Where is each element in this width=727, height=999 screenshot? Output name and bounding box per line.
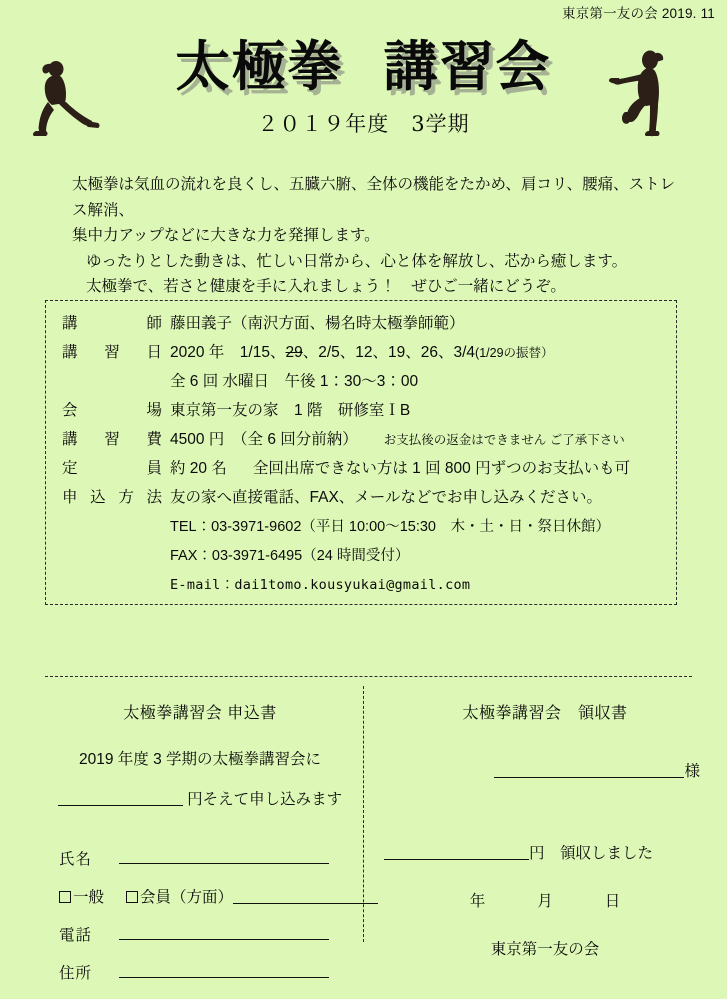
- member-area-input[interactable]: [233, 888, 378, 905]
- capacity-label: 定員: [62, 460, 162, 477]
- application-membership-row: [45, 885, 355, 907]
- receipt-month-label: 月: [537, 893, 553, 910]
- instructor-value: 藤田義子（南沢方面、楊名時太極拳師範）: [170, 315, 465, 332]
- receipt-issuer: 東京第一友の会: [490, 941, 600, 958]
- dates-cancelled: 29: [285, 344, 303, 361]
- detail-row-fax: [62, 543, 670, 569]
- organization-date-line: 東京第一友の会 2019. 11: [562, 6, 715, 21]
- email-value: [170, 573, 670, 598]
- name-label: 氏名: [59, 851, 93, 868]
- detail-row-capacity: [62, 456, 670, 482]
- member-checkbox[interactable]: [126, 891, 138, 903]
- fee-value: [170, 427, 670, 453]
- title-part-1: 太極拳: [175, 34, 344, 98]
- receipt-name-input[interactable]: [494, 762, 684, 779]
- dates-prefix: 2020 年 1/15、: [170, 344, 286, 361]
- receipt-form-title: 太極拳講習会 領収書: [462, 705, 628, 722]
- capacity-amount: 約 20 名: [170, 460, 227, 477]
- telephone-value: TEL：03-3971-9602（平日 10:00～15:30 木・土・日・祭日休館）: [170, 519, 610, 535]
- phone-input[interactable]: [119, 924, 329, 941]
- receipt-form: [380, 700, 710, 975]
- venue-value: 東京第一友の家 1 階 研修室ＩB: [170, 402, 411, 419]
- title-part-2: 講習会: [383, 34, 552, 98]
- detail-row-fee: [62, 427, 670, 453]
- address-input[interactable]: [119, 962, 329, 979]
- receipt-amount-row: [380, 841, 710, 863]
- application-address-row: [45, 961, 355, 983]
- dates-value: [170, 340, 670, 366]
- phone-label: 電話: [59, 927, 93, 944]
- detail-row-apply: [62, 485, 670, 511]
- apply-label: 申込方法: [62, 489, 162, 506]
- course-details-box: [45, 300, 677, 605]
- apply-value: 友の家へ直接電話、FAX、メールなどでお申し込みください。: [170, 489, 602, 506]
- receipt-day-label: 日: [604, 893, 621, 910]
- dates-makeup-note: (1/29の振替）: [475, 346, 554, 360]
- application-form-line-1: 2019 年度 3 学期の太極拳講習会に: [78, 751, 322, 768]
- receipt-honorific: 様: [684, 763, 700, 780]
- dates-schedule-value: 全 6 回 水曜日 午後 1：30～3：00: [170, 373, 419, 390]
- detail-row-dates: [62, 340, 670, 366]
- receipt-name-row: [380, 759, 700, 781]
- intro-line-3: ゆったりとした動きは、忙しい日常から、心と体を解放し、芯から癒します。: [86, 252, 628, 270]
- general-label: 一般: [73, 889, 105, 906]
- detail-row-dates-line2: [62, 369, 670, 395]
- application-phone-row: [45, 923, 355, 945]
- general-checkbox[interactable]: [59, 891, 71, 903]
- fee-refund-note: お支払後の返金はできません ご了承下さい: [383, 433, 625, 447]
- intro-line-2: 集中力アップなどに大きな力を発揮します。: [72, 227, 380, 244]
- instructor-label: 講師: [62, 315, 162, 332]
- subtitle-term: ２０１９年度 3学期: [257, 112, 470, 136]
- dates-mid: 、2/5、12、19、26、3/4: [302, 344, 476, 361]
- venue-label: 会場: [62, 402, 162, 419]
- application-amount-input[interactable]: [58, 790, 183, 807]
- detail-row-instructor: [62, 311, 670, 337]
- detail-row-venue: [62, 398, 670, 424]
- intro-paragraph: [72, 172, 682, 300]
- address-label: 住所: [59, 965, 93, 982]
- application-form-amount-line: [45, 785, 355, 815]
- fee-label: 講習費: [62, 431, 162, 448]
- receipt-date-row: [380, 889, 710, 911]
- receipt-amount-input[interactable]: [384, 844, 529, 861]
- horizontal-cut-line: [45, 676, 692, 677]
- member-label: 会員（方面）: [140, 889, 234, 906]
- name-input[interactable]: [119, 848, 329, 865]
- application-name-row: [45, 847, 355, 869]
- application-amount-suffix: 円そえて申し込みます: [187, 791, 343, 808]
- application-form-title: 太極拳講習会 申込書: [123, 705, 277, 722]
- application-form: [45, 700, 355, 999]
- fax-value: FAX：03-3971-6495（24 時間受付）: [170, 548, 410, 564]
- detail-row-tel: [62, 514, 670, 540]
- capacity-value: [170, 456, 670, 481]
- intro-line-4: 太極拳で、若さと健康を手に入れましょう！ ぜひご一緒にどうぞ。: [86, 278, 566, 295]
- email-address: dai1tomo.kousyukai@gmail.com: [234, 577, 471, 593]
- receipt-amount-suffix: 円 領収しました: [529, 845, 654, 862]
- course-details-list: [62, 311, 670, 601]
- intro-line-1: 太極拳は気血の流れを良くし、五臓六腑、全体の機能をたかめ、肩コリ、腰痛、ストレス解消、: [72, 176, 676, 219]
- capacity-partial-note: 全回出席できない方は 1 回 800 円ずつのお支払いも可: [252, 460, 631, 477]
- fee-amount: 4500 円 （全 6 回分前納）: [170, 431, 358, 448]
- receipt-year-label: 年: [469, 893, 486, 910]
- email-label: E-mail：: [170, 577, 235, 593]
- dates-label: 講習日: [62, 344, 162, 361]
- detail-row-email: [62, 572, 670, 598]
